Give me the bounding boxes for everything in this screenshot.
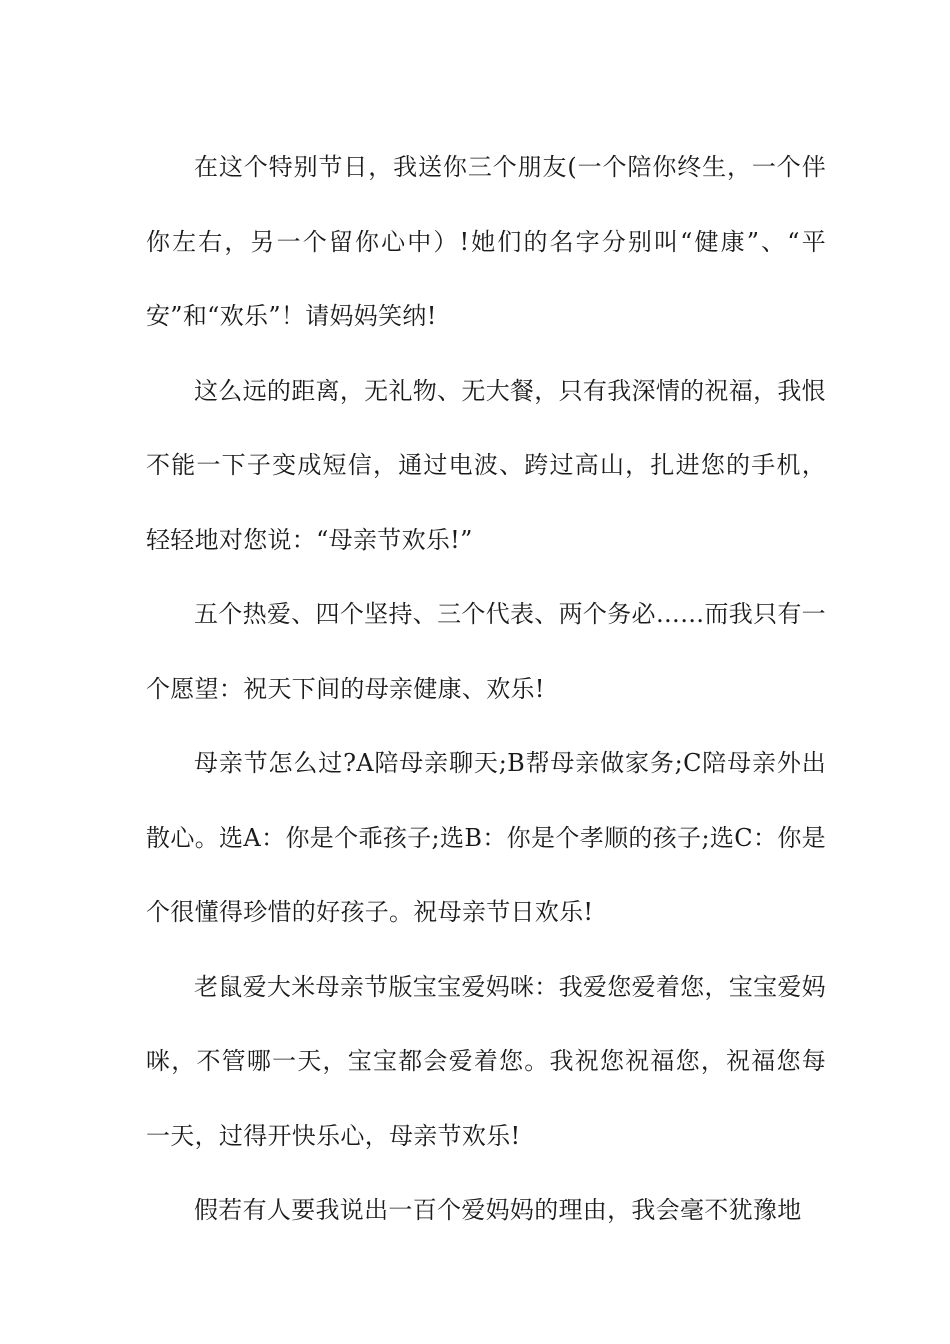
paragraph-1: 在这个特别节日，我送你三个朋友(一个陪你终生，一个伴你左右，另一个留你心中）!她们的名字分别叫“健康”、“平安”和“欢乐”！请妈妈笑纳! [146, 153, 826, 330]
paragraph-2: 这么远的距离，无礼物、无大餐，只有我深情的祝福，我恨不能一下子变成短信，通过电波、跨过高山，扎进您的手机，轻轻地对您说：“母亲节欢乐!” [146, 376, 826, 554]
paragraph-3: 五个热爱、四个坚持、三个代表、两个务必……而我只有一个愿望：祝天下间的母亲健康、欢乐! [146, 600, 826, 703]
paragraph-4: 母亲节怎么过?A陪母亲聊天;B帮母亲做家务;C陪母亲外出散心。选A：你是个乖孩子;选B：你是个孝顺的孩子;选C：你是个很懂得珍惜的好孩子。祝母亲节日欢乐! [146, 749, 826, 926]
paragraph-5: 老鼠爱大米母亲节版宝宝爱妈咪：我爱您爱着您，宝宝爱妈咪，不管哪一天，宝宝都会爱着您。我祝您祝福您，祝福您每一天，过得开快乐心，母亲节欢乐! [146, 972, 826, 1150]
body-text [146, 130, 826, 1248]
paragraph-6: 假若有人要我说出一百个爱妈妈的理由，我会毫不犹豫地 [194, 1196, 802, 1224]
